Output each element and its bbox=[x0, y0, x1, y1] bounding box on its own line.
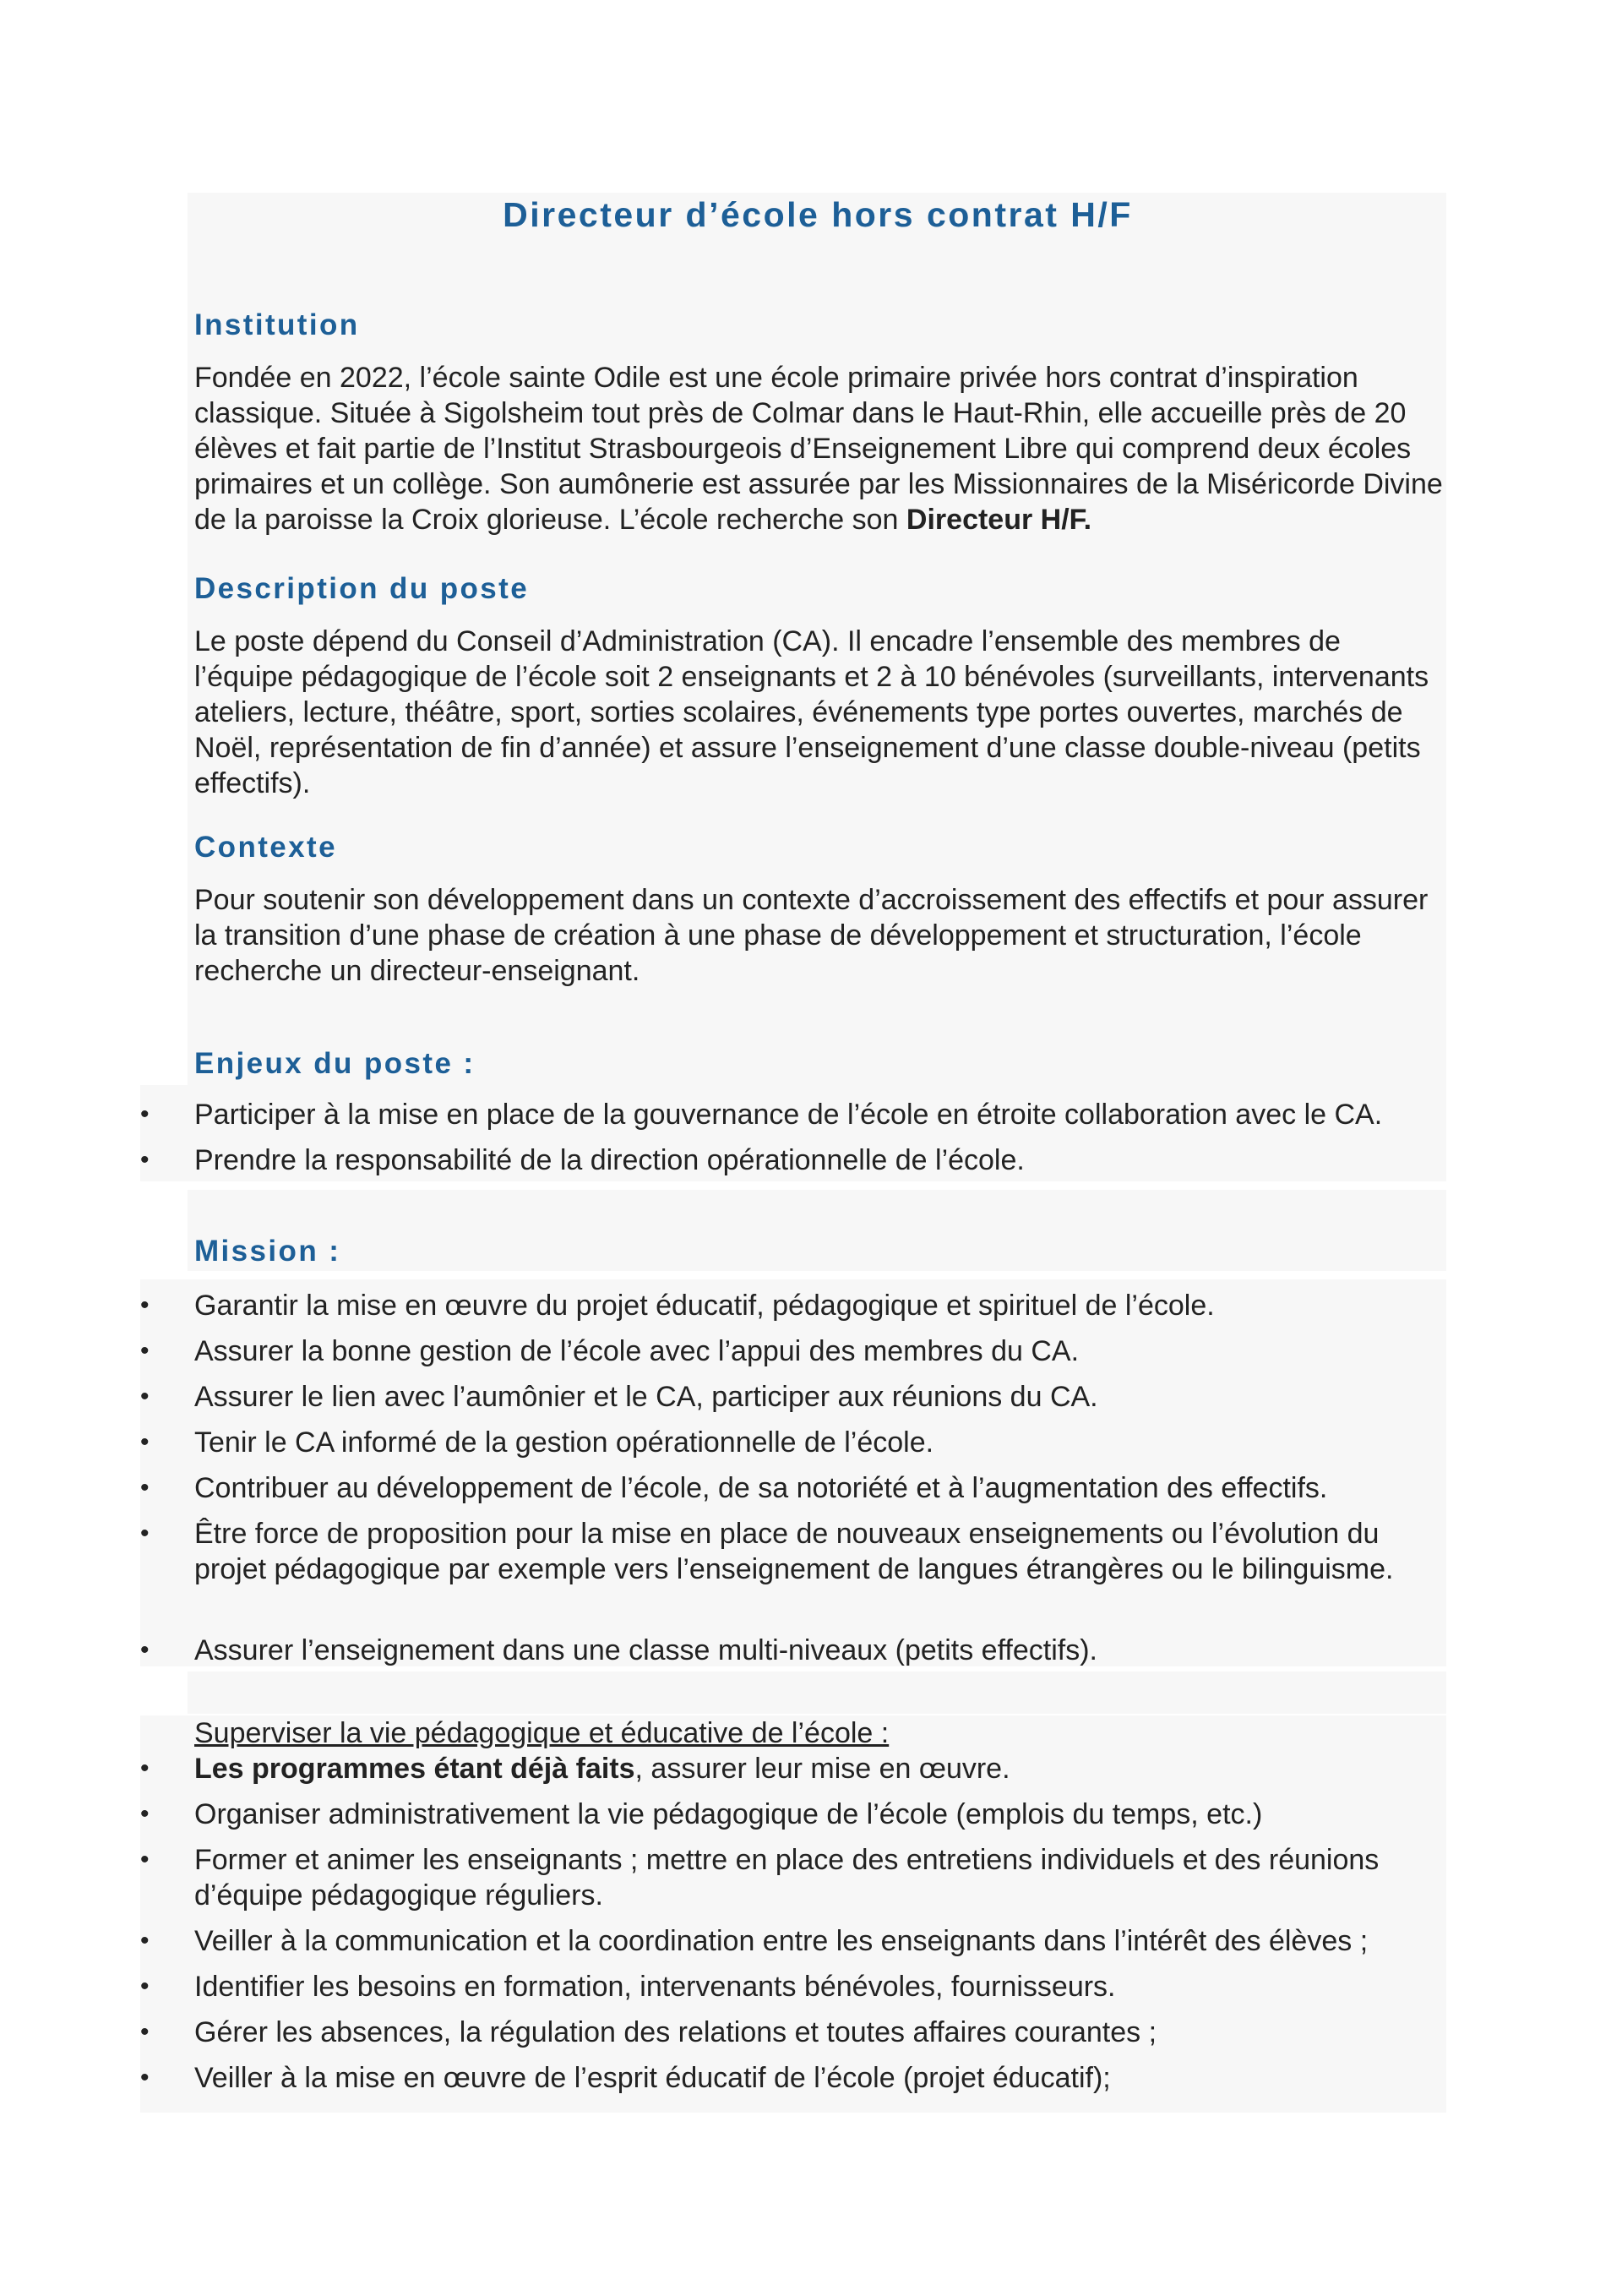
superviser-heading-band bbox=[188, 1672, 1446, 1714]
institution-text-bold: Directeur H/F. bbox=[906, 504, 1092, 536]
bullet-icon: • bbox=[140, 1383, 150, 1410]
bullet-icon: • bbox=[140, 1100, 150, 1128]
list-item-text: Former et animer les enseignants ; mettre en place des entretiens individuels et des réunions d’équipe pédagogique réguliers. bbox=[194, 1844, 1380, 1912]
bullet-icon: • bbox=[140, 2064, 150, 2091]
bullet-icon: • bbox=[140, 1636, 150, 1664]
list-item-text: Participer à la mise en place de la gouvernance de l’école en étroite collaboration avec le CA. bbox=[194, 1099, 1383, 1131]
bullet-icon: • bbox=[140, 1800, 150, 1828]
mission-heading-band bbox=[188, 1190, 1446, 1271]
enjeux-heading: Enjeux du poste : bbox=[194, 1047, 476, 1080]
contexte-paragraph: Pour soutenir son développement dans un contexte d’accroissement des effectifs et pour assurer la transition d’une phase de création à une phase de développement et structuration, l’école recherche un directeur-enseignant. bbox=[194, 884, 1429, 987]
bullet-icon: • bbox=[140, 1291, 150, 1319]
list-item-text: Être force de proposition pour la mise en place de nouveaux enseignements ou l’évolution du projet pédagogique par exemple vers l’enseignement de langues étrangères ou le bilinguisme. bbox=[194, 1518, 1394, 1585]
bullet-icon: • bbox=[140, 1927, 150, 1955]
bullet-icon: • bbox=[140, 2018, 150, 2046]
mission-heading: Mission : bbox=[194, 1235, 341, 1268]
list-item-text: Identifier les besoins en formation, intervenants bénévoles, fournisseurs. bbox=[194, 1971, 1116, 2003]
bullet-icon: • bbox=[140, 1474, 150, 1502]
list-item-text: Tenir le CA informé de la gestion opérationnelle de l’école. bbox=[194, 1426, 934, 1459]
list-item-text: Assurer la bonne gestion de l’école avec l’appui des membres du CA. bbox=[194, 1335, 1080, 1367]
list-item-text: Garantir la mise en œuvre du projet éducatif, pédagogique et spirituel de l’école. bbox=[194, 1290, 1215, 1322]
superviser-heading: Superviser la vie pédagogique et éducative de l’école : bbox=[194, 1717, 890, 1749]
list-item-text: Gérer les absences, la régulation des relations et toutes affaires courantes ; bbox=[194, 2016, 1157, 2048]
bullet-icon: • bbox=[140, 1428, 150, 1456]
list-item-bold: Les programmes étant déjà faits bbox=[194, 1753, 635, 1785]
list-item-text: Veiller à la mise en œuvre de l’esprit éducatif de l’école (projet éducatif); bbox=[194, 2062, 1111, 2094]
description-paragraph: Le poste dépend du Conseil d’Administration (CA). Il encadre l’ensemble des membres de l’équipe pédagogique de l’école soit 2 enseignants et 2 à 10 bénévoles (surveillants, intervenants ateliers, lecture, théâtre, sport, sorties scolaires, événements type portes ouvertes, marchés de Noël, représentation de fin d’année) et assure l’enseignement d’une classe double-niveau (petits effectifs). bbox=[194, 625, 1429, 799]
list-item-rest: , assurer leur mise en œuvre. bbox=[634, 1753, 1010, 1785]
bullet-icon: • bbox=[140, 1519, 150, 1547]
institution-heading: Institution bbox=[194, 308, 360, 341]
list-item-text: Prendre la responsabilité de la direction opérationnelle de l’école. bbox=[194, 1144, 1025, 1176]
institution-paragraph bbox=[194, 360, 1445, 537]
list-item-text: Assurer l’enseignement dans une classe multi-niveaux (petits effectifs). bbox=[194, 1634, 1097, 1666]
contexte-heading: Contexte bbox=[194, 831, 337, 864]
list-item-text: Contribuer au développement de l’école, de sa notoriété et à l’augmentation des effectifs. bbox=[194, 1472, 1328, 1504]
bullet-icon: • bbox=[140, 1972, 150, 2000]
bullet-icon: • bbox=[140, 1846, 150, 1873]
list-item-text: Organiser administrativement la vie pédagogique de l’école (emplois du temps, etc.) bbox=[194, 1798, 1263, 1830]
list-item-text: Veiller à la communication et la coordination entre les enseignants dans l’intérêt des élèves ; bbox=[194, 1925, 1369, 1957]
list-item-text bbox=[194, 1751, 1445, 1786]
bullet-icon: • bbox=[140, 1754, 150, 1782]
page-title: Directeur d’école hors contrat H/F bbox=[503, 195, 1133, 234]
list-item-text: Assurer le lien avec l’aumônier et le CA, participer aux réunions du CA. bbox=[194, 1381, 1098, 1413]
institution-text: Fondée en 2022, l’école sainte Odile est une école primaire privée hors contrat d’inspiration classique. Située à Sigolsheim tout près de Colmar dans le Haut-Rhin, elle accueille près de 20 élèves et fait partie de l’Institut Strasbourgeois d’Enseignement Libre qui comprend deux écoles primaires et un collège. Son aumônerie est assurée par les Missionnaires de la Miséricorde Divine de la paroisse la Croix glorieuse. L’école recherche son bbox=[194, 362, 1443, 536]
bullet-icon: • bbox=[140, 1146, 150, 1174]
description-heading: Description du poste bbox=[194, 572, 530, 605]
bullet-icon: • bbox=[140, 1337, 150, 1365]
